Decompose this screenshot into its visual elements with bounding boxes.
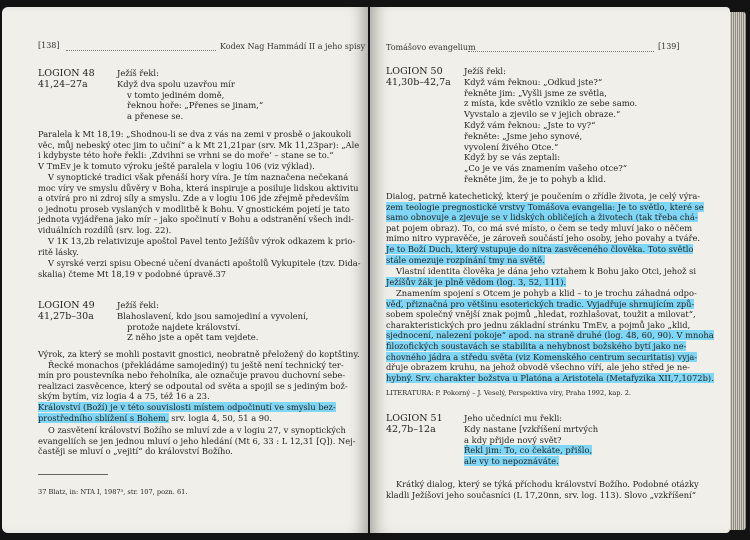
highlight-nehybnost: filozofických soustavách se stabilita a nehybnost božského bytí jako ne-: [386, 340, 687, 351]
header-dots-left: [66, 50, 216, 51]
commentary-50-para3: Znamením spojení s Otcem je pohyb a klid – to je trochu záhadná odpo- věď, přiznačná pro většinu esoterických tradic. Vyjadřuje shrnujícím způ- sobem společný vnější znak pojmů „hledat, rozhlašovat, toužit a milovat“, charakteristických pro jednu základní stránku TmEv, a pojmů jako „klid, sjednocení, nalezení pokoje“ apod. na straně druhé (log. 48, 60, 90). V mnoha filozofických soustavách se stabilita a nehybnost božského bytí jako ne- chovného jádra a středu světa (viz Komenského centrum securitatis) vyja- dřuje obrazem kruhu, na jehož obvodě všechno víří, ale jeho střed je ne- hybný. Srv. charakter božstva u Platóna a Aristotela (Metafyzika XII,7,1072b).: [386, 288, 714, 383]
running-head-left: Kodex Nag Hammádí II a jeho spisy: [220, 42, 366, 51]
commentary-48-para4: V syrské verzi spisu Obecné učení dvanácti apoštolů Vykupitele (tzv. Dida- skalia) čteme Mt 18,19 v podobné úpravě.37: [38, 258, 361, 279]
header-dots-right: [468, 51, 654, 52]
logion-49-text: Ježíš řekl: Blahoslavení, kdo jsou samojediní a vyvolení, protože najdete království. Z něho jste a opět tam vejdete.: [117, 300, 309, 343]
highlight-obnovuje: samo obnovuje a zjevuje se v lidských obličejích a životech (tak třeba chá-: [386, 212, 698, 223]
highlight-kralovstvi: Království (Boží) je v této souvislosti místem odpočinutí ve smyslu bez-: [38, 401, 336, 412]
logion-51-text: Jeho učedníci mu řekli: Kdy nastane [vzkříšení mrtvých a kdy přijde nový svět? Řekl jim: To, co čekáte, přišlo, ale vy to nepoznáváte.: [464, 413, 599, 467]
logion-48-text: Ježíš řekl: Když dva spolu uzavřou mír v tomto jediném domě, řeknou hoře: „Přenes se jinam,“ a přenese se.: [117, 68, 264, 122]
logion-50-text: Ježíš řekl: Když vám řeknou: „Odkud jste?“ řekněte jim: „Vyšli jsme ze světla, z místa, kde světlo vzniklo ze sebe samo. Vyvstalo a zjevilo se v jejich obraze.“ Když vám řeknou: „Jste to vy?“ řekněte: „Jsme jeho synové, vyvolení živého Otce.“ Když by se vás zeptali: „Co je ve vás znamením vašeho otce?“ řekněte jim, že je to pohyb a klid.: [464, 66, 638, 184]
highlight-sblizeni: prostředního sblížení s Bohem,: [38, 412, 169, 423]
highlight-jadra: chovného jádra a středu světa (viz Komenského centrum securitatis) vyja-: [386, 351, 698, 362]
highlight-priznacna: věď, přiznačná pro většinu esoterických tradic. Vyjadřuje shrnujícím způ-: [386, 298, 695, 309]
running-head-right: Tomášovo evangelium: [386, 43, 476, 52]
page-number-right: [139]: [658, 42, 680, 51]
commentary-49-para6: O zasvětení království Božího se mluví zde a v logiu 27, v synoptických evangeliích se jen jednou mluví o jeho hledání (Mt 6, 33 : L 12,31 [Q]). Nej- častěji se mluví o „vejití“ do království Božího.: [38, 425, 356, 457]
logion-48-ref: 41,24–27a: [38, 79, 88, 90]
logion-49-ref: 41,27b–30a: [38, 311, 94, 322]
commentary-51-para4: Krátký dialog, který se týká příchodu království Božího. Podobné otázky kladli Ježíšovi jeho současníci (L 17,20nn, srv. log. 113). Slovo „vzkříšení“: [386, 479, 699, 500]
logion-51-ref: 42,7b–12a: [386, 424, 436, 435]
logion-50-title: LOGION 50: [386, 66, 443, 77]
footnote-rule: [38, 474, 108, 475]
left-page: [2, 7, 368, 533]
highlight-platona: hybný. Srv. charakter božstva u Platóna a Aristotela (Metafyzika XII,7,1072b).: [386, 372, 714, 383]
highlight-sjednoceni: sjednocení, nalezení pokoje“ apod. na straně druhé (log. 48, 60, 90). V mnoha: [386, 330, 714, 341]
commentary-48-para3: V 1K 13,2b relativizuje apoštol Pavel tento Ježíšův výrok odkazem k prio- ritě lásky.: [38, 236, 356, 257]
logion-50-ref: 41,30b–42,7a: [386, 77, 451, 88]
highlight-rekl-jim: Řekl jim: To, co čekáte, přišlo,: [464, 445, 593, 456]
logion-48-title: LOGION 48: [38, 68, 95, 79]
logion-51-title: LOGION 51: [386, 413, 443, 424]
logion-49-title: LOGION 49: [38, 300, 95, 311]
highlight-pregnosticke: zem teologie pregnostické vrstvy Tomášova evangelia: Je to světlo, které se: [386, 201, 704, 212]
right-page: [370, 7, 730, 533]
commentary-48-para2: V synoptické tradici však přenáší hory víra. Je tím naznačena nečekaná moc víry ve smyslu důvěry v Boha, která inspiruje a posiluje lidskou aktivitu a otvírá pro ni zdroj síly a smyslu. Zde a v logiu 106 jde zřejmě především o jednotu proseb vyslaných v modlitbě k Bohu. V gnostickém pojetí je tato jednota vyjádřena jako mír – jako spočinutí v Bohu a odstranění všech indi- viduálních rozdílů (srv. log. 22).: [38, 172, 359, 235]
commentary-50-para2: Vlastní identita člověka je dána jeho vztahem k Bohu jako Otci, jehož si Ježíšův žák je plně vědom (log. 3, 52, 111).: [386, 266, 697, 287]
commentary-48-para1: Paralela k Mt 18,19: „Shodnou-li se dva z vás na zemi v prosbě o jakoukoli věc, můj nebeský otec jim to učiní“ a k Mt 21,21par (srv. Mk 11,23par): „Ale i kdybyste této hoře řekli: ‚Zdvihni se vrhni se do moře‘ – stane se to.“ V TmEv je k tomuto výroku ještě paralela v logiu 106 (viz výklad).: [38, 129, 360, 171]
literature-note: LITERATURA: P. Pokorný – J. Veselý, Perspektiva víry, Praha 1992, kap. 2.: [386, 389, 632, 397]
highlight-bozi-duch: Je to Boží Duch, který vstupuje do nitra zasvěceného člověka. Toto světlo: [386, 243, 694, 254]
commentary-50-para1: Dialog, patrně katechetický, který je poučením o zřídle života, je celý výra- zem teologie pregnostické vrstvy Tomášova evangelia: Je to světlo, které se samo obnovuje a zjevuje se v lidských obličejích a životech (tak třeba chá- pat pojem obraz). To, co má své místo, o čem se tedy mluví jako o něčem mimo nitro vypravěče, je zároveň součástí jeho osoby, jeho povahy a tváře. Je to Boží Duch, který vstupuje do nitra zasvěceného člověka. Toto světlo stále omezuje rozpínání tmy na světě.: [386, 191, 704, 265]
highlight-nepoznavate: ale vy to nepoznáváte.: [464, 456, 559, 467]
footnote-37: 37 Blatz, in: NTA I, 1987⁵, str. 107, pozn. 61.: [38, 488, 188, 496]
highlight-tmy: stále omezuje rozpínání tmy na světě.: [386, 254, 545, 265]
highlight-jezisuv-zak: Ježíšův žák je plně vědom (log. 3, 52, 111).: [386, 276, 567, 287]
page-number-left: [138]: [38, 41, 60, 50]
page-edges: [730, 12, 746, 530]
commentary-49-para5: Výrok, za který se mohli postavit gnostici, neobratně přeložený do koptštiny. Řecké monachos (překládáme samojediný) tu ještě není technický ter- mín pro poustevníka nebo řeholníka, ale označuje pravou duchovní sebe- realizaci zasvěcence, který se odpoutal od světa a spojil se s jediným bož- ským bytím, viz logia 4 a 75, též 16 a 23. Království (Boží) je v této souvislosti místem odpočinutí ve smyslu bez- prostředního sblížení s Bohem, srv. logia 4, 50, 51 a 90.: [38, 349, 360, 423]
